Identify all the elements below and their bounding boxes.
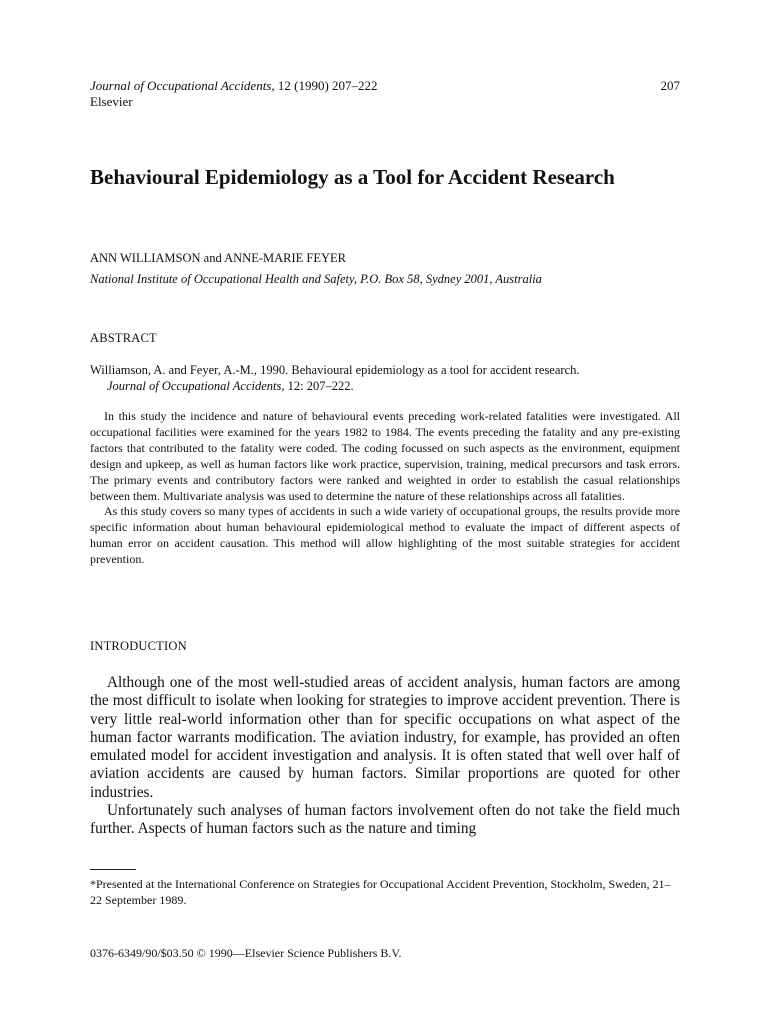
citation-line: Williamson, A. and Feyer, A.-M., 1990. Behavioural epidemiology as a tool for accident research.: [90, 363, 580, 377]
page-number: 207: [660, 78, 680, 93]
author-affiliation: National Institute of Occupational Health and Safety, P.O. Box 58, Sydney 2001, Australia: [90, 272, 542, 286]
running-header-publisher: Elsevier: [90, 94, 133, 109]
abstract-body: [90, 409, 680, 568]
abstract-citation: [90, 362, 680, 394]
abstract-heading: ABSTRACT: [90, 331, 157, 345]
journal-name: Journal of Occupational Accidents,: [90, 78, 275, 93]
journal-volume: 12 (1990) 207–222: [274, 78, 378, 93]
citation-journal: Journal of Occupational Accidents,: [107, 379, 285, 393]
abstract-paragraph: As this study covers so many types of accidents in such a wide variety of occupational groups, the results provide more specific information about human behavioural epidemiological method to evaluate the impact of different aspects of human error on accident causation. This method will allow highlighting of the most suitable strategies for accident prevention.: [90, 504, 680, 567]
citation-pages: 12: 207–222.: [284, 379, 354, 393]
paper-title: Behavioural Epidemiology as a Tool for Accident Research: [90, 165, 615, 189]
introduction-paragraph: Unfortunately such analyses of human factors involvement often do not take the field much further. Aspects of human factors such as the nature and timing: [90, 802, 680, 838]
introduction-paragraph: Although one of the most well-studied areas of accident analysis, human factors are among the most difficult to isolate when looking for strategies to improve accident prevention. There is very little real-world information other than for specific occupations on what aspect of the human factor warrants modification. The aviation industry, for example, has provided an often emulated model for accident investigation and analysis. It is often stated that well over half of aviation accidents are caused by human factors. Similar proportions are quoted for other industries.: [90, 674, 680, 801]
citation-journal-line: [90, 378, 680, 394]
paper-page: [90, 0, 680, 1024]
footnote: *Presented at the International Conference on Strategies for Occupational Accident Prevention, Stockholm, Sweden, 21–22 September 1989.: [90, 877, 671, 907]
copyright-line: 0376-6349/90/$03.50 © 1990—Elsevier Science Publishers B.V.: [90, 946, 402, 960]
footnote-divider: [90, 869, 136, 870]
introduction-body: [90, 674, 680, 839]
abstract-paragraph: In this study the incidence and nature of behavioural events preceding work-related fatalities were investigated. All occupational facilities were examined for the years 1982 to 1984. The events preceding the fatality and any pre-existing factors that contributed to the fatality were coded. The coding focussed on such aspects as the environment, equipment design and upkeep, as well as human factors like work practice, supervision, training, medical precursors and task errors. The primary events and contributory factors were ranked and weighted in order to establish the casual relationships between them. Multivariate analysis was used to determine the nature of these relationships across all fatalities.: [90, 409, 680, 503]
introduction-heading: INTRODUCTION: [90, 639, 187, 653]
running-header-journal: [90, 78, 378, 94]
author-list: ANN WILLIAMSON and ANNE-MARIE FEYER: [90, 251, 346, 265]
